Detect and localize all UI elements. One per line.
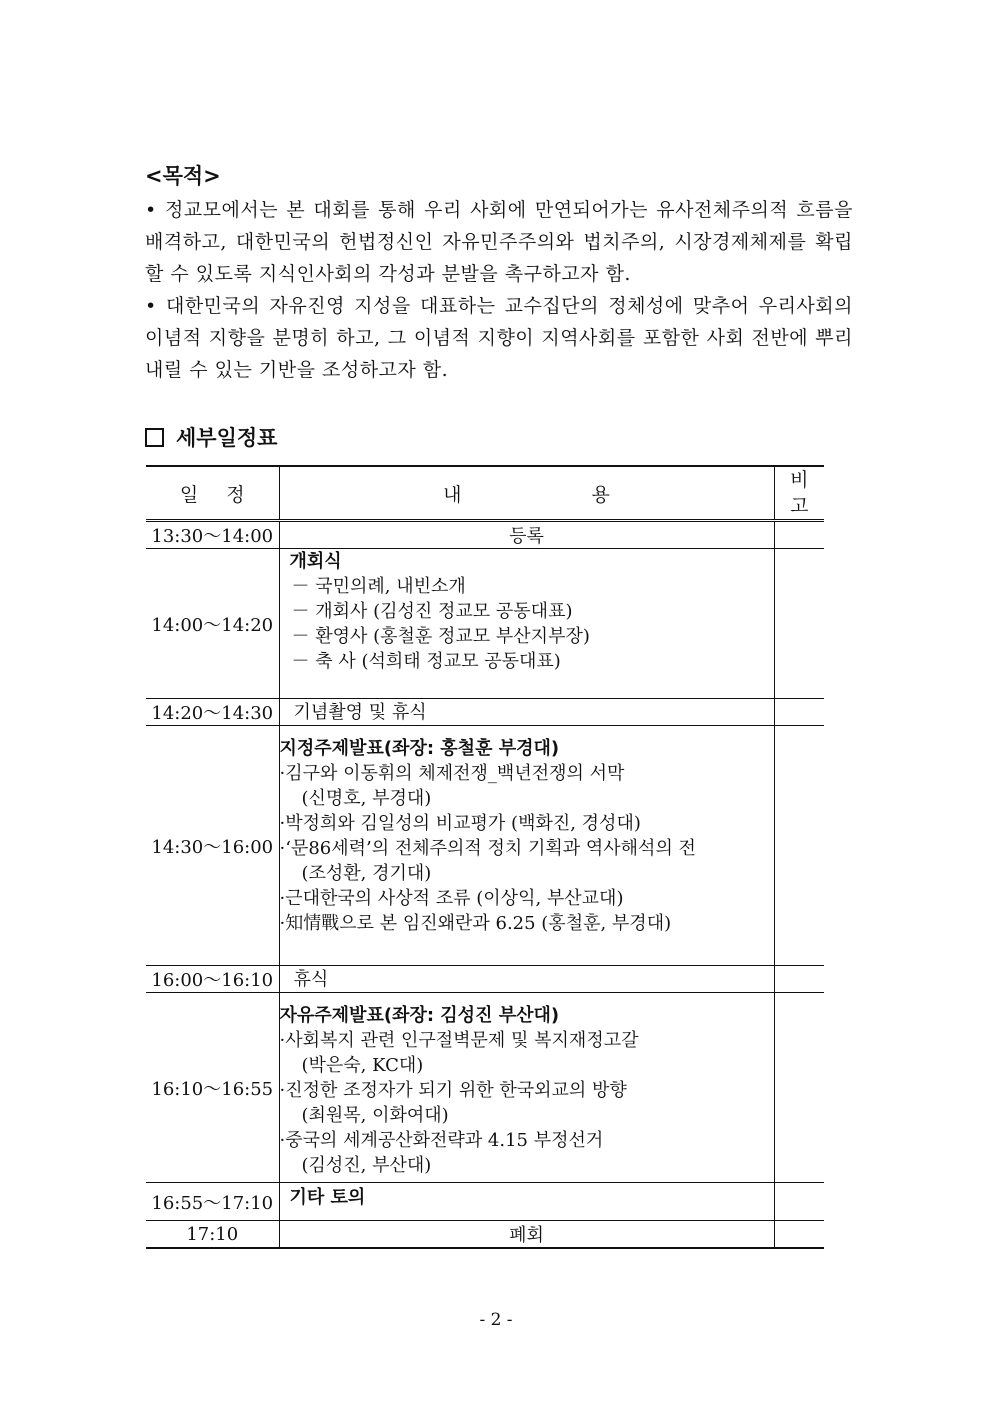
section-title: 개회식 [289,551,342,572]
list-item: (김성진, 부산대) [301,1155,432,1176]
list-item: ·중국의 세계공산화전략과 4.15 부정선거 [279,1130,604,1151]
row-note [774,726,824,966]
row-time: 16:00～16:10 [146,966,279,993]
row-content: 등록 [279,521,774,549]
row-content [279,549,774,699]
list-item: (신명호, 부경대) [301,788,432,809]
row-content: 폐회 [279,1221,774,1249]
purpose-paragraph-2: • 대한민국의 자유진영 지성을 대표하는 교수집단의 정체성에 맞추어 우리사회의 이념적 지향을 분명히 하고, 그 이념적 지향이 지역사회를 포함한 사회 전반에 뿌리내릴 수 있는 기반을 조성하고자 함. [145,295,853,381]
list-item: ·知情戰으로 본 임진왜란과 6.25 (홍철훈, 부경대) [279,913,672,934]
row-content [279,993,774,1183]
row-time: 14:20～14:30 [146,699,279,726]
list-item: － 국민의례, 내빈소개 [291,576,466,597]
page-number: - 2 - [479,1310,513,1330]
row-time: 14:30～16:00 [146,726,279,966]
schedule-heading [145,422,277,452]
section-title: 지정주제발표(좌장: 홍철훈 부경대) [279,738,560,759]
table-row [146,549,824,699]
row-time: 14:00～14:20 [146,549,279,699]
table-row [146,1183,824,1221]
schedule-table [146,465,824,1249]
table-row [146,726,824,966]
row-note [774,521,824,549]
list-item: － 축 사 (석희태 정교모 공동대표) [291,651,561,672]
header-time: 일정 [146,466,279,521]
table-row [146,966,824,993]
row-content [279,1183,774,1221]
row-time: 16:10～16:55 [146,993,279,1183]
row-note [774,699,824,726]
row-note [774,1221,824,1249]
list-item: － 환영사 (홍철훈 정교모 부산지부장) [291,626,590,647]
row-content [279,726,774,966]
row-note [774,1183,824,1221]
row-note [774,993,824,1183]
list-item: ·진정한 조정자가 되기 위한 한국외교의 방향 [279,1080,627,1101]
row-time: 17:10 [146,1221,279,1249]
section-title: 자유주제발표(좌장: 김성진 부산대) [279,1005,560,1026]
row-time: 13:30～14:00 [146,521,279,549]
header-content: 내용 [279,466,774,521]
table-row [146,521,824,549]
schedule-heading-text: 세부일정표 [176,426,278,450]
list-item: ·‘문86세력’의 전체주의적 정치 기획과 역사해석의 전 [279,838,696,859]
table-row [146,1221,824,1249]
purpose-heading: <목적> [145,164,221,188]
table-header-row [146,466,824,521]
row-content: 휴식 [279,966,774,993]
row-note [774,549,824,699]
list-item: － 개회사 (김성진 정교모 공동대표) [291,601,573,622]
purpose-paragraph-1: • 정교모에서는 본 대회를 통해 우리 사회에 만연되어가는 유사전체주의적 흐름을 배격하고, 대한민국의 헌법정신인 자유민주주의와 법치주의, 시장경제체제를 확립할 수 있도록 지식인사회의 각성과 분발을 촉구하고자 함. [145,199,853,285]
table-row [146,699,824,726]
list-item: ·근대한국의 사상적 조류 (이상익, 부산교대) [279,888,624,909]
list-item: ·박정희와 김일성의 비교평가 (백화진, 경성대) [279,813,641,834]
square-bullet-icon [145,428,164,447]
list-item: (최원목, 이화여대) [301,1105,449,1126]
list-item: (박은숙, KC대) [301,1055,424,1076]
row-time: 16:55～17:10 [146,1183,279,1221]
row-content: 기념촬영 및 휴식 [279,699,774,726]
row-note [774,966,824,993]
section-title: 기타 토의 [289,1187,366,1208]
header-note: 비고 [774,466,824,521]
table-row [146,993,824,1183]
list-item: (조성환, 경기대) [301,863,432,884]
list-item: ·김구와 이동휘의 체제전쟁_백년전쟁의 서막 [279,763,625,784]
list-item: ·사회복지 관련 인구절벽문제 및 복지재정고갈 [279,1030,639,1051]
